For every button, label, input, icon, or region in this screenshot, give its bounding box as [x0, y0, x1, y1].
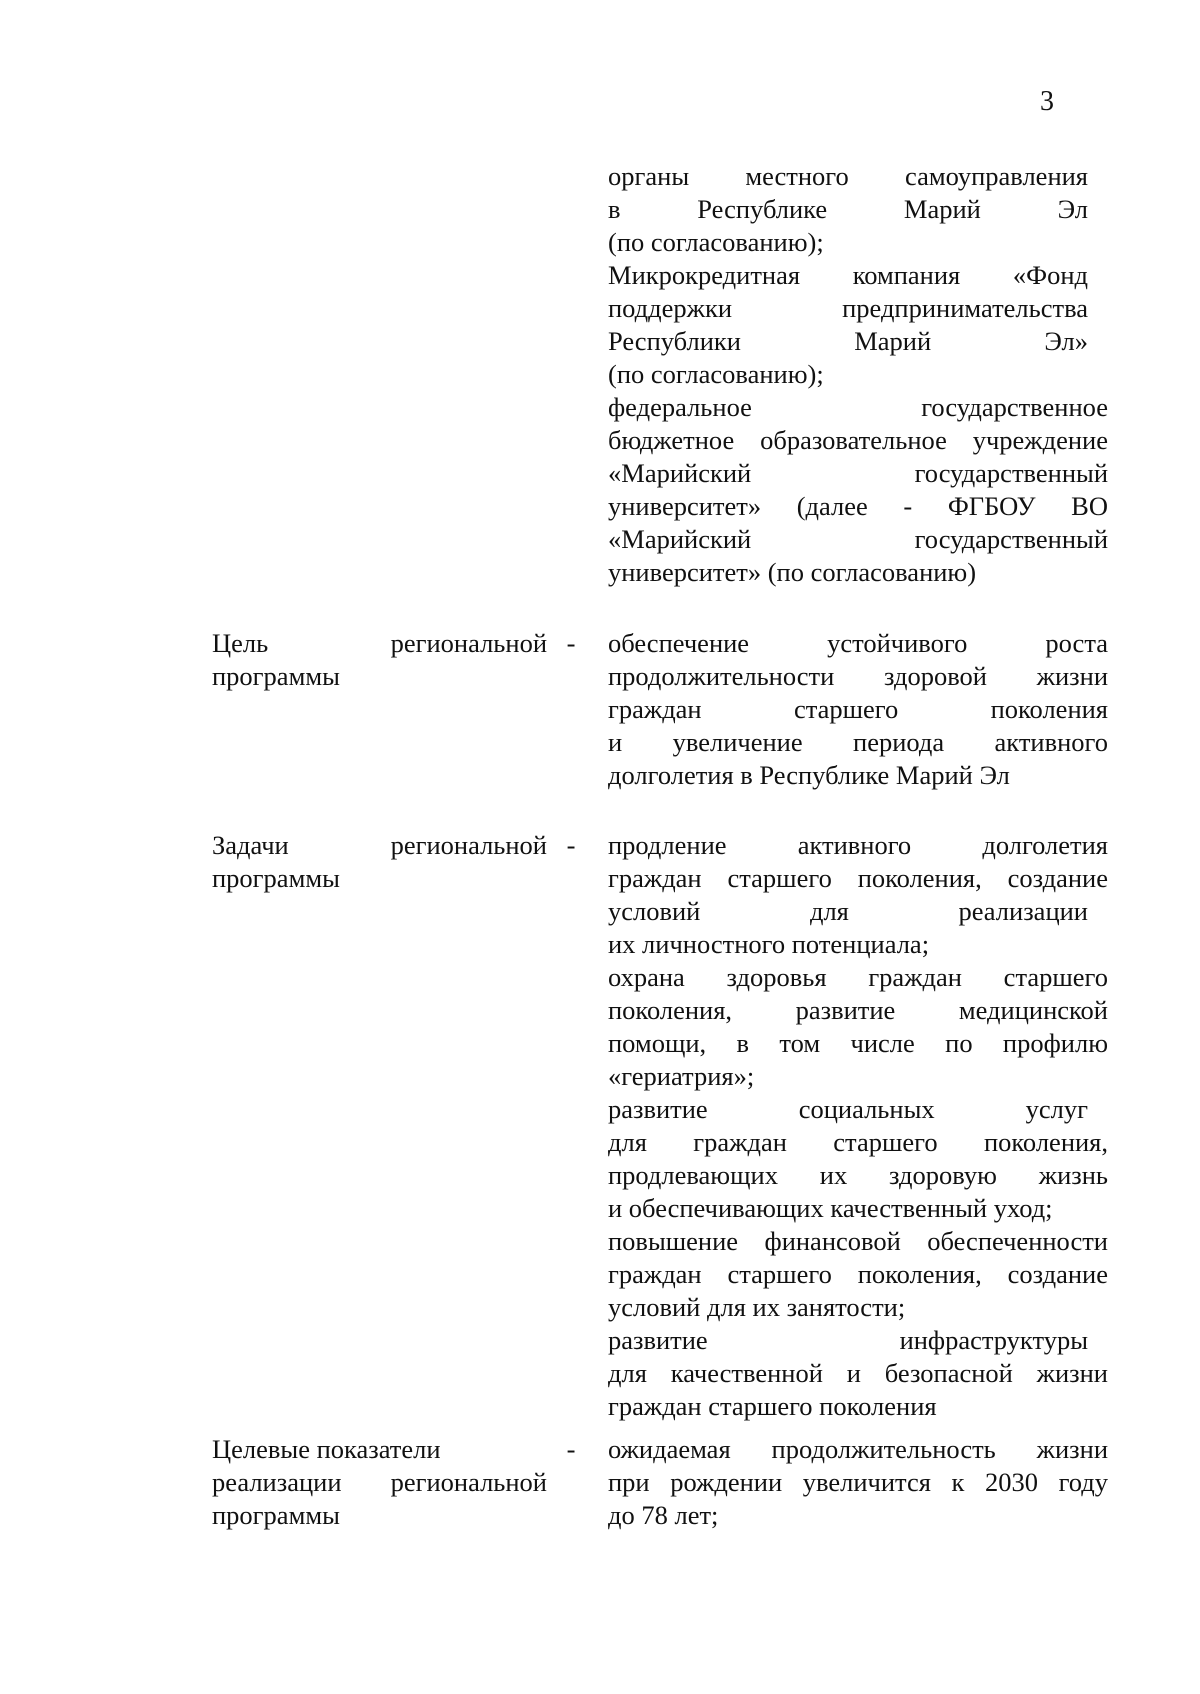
text-line: программы [212, 661, 340, 691]
row-label [212, 829, 547, 895]
text-line: органы местного самоуправления [608, 161, 1088, 191]
text-line: ожидаемая продолжительность жизни [608, 1434, 1108, 1464]
text-line: университет» (по согласованию) [608, 557, 977, 587]
text-line: условий для реализации [608, 896, 1088, 926]
text-line: (по согласованию); [608, 227, 824, 257]
text-line: программы [212, 863, 340, 893]
text-line: граждан старшего поколения, создание [608, 863, 1108, 893]
row-dash: - [566, 830, 576, 860]
text-line: продолжительности здоровой жизни [608, 661, 1108, 691]
text-line: при рождении увеличится к 2030 году [608, 1467, 1108, 1497]
text-line: граждан старшего поколения, создание [608, 1259, 1108, 1289]
text-line: федеральное государственное [608, 392, 1108, 422]
text-line: университет» (далее - ФГБОУ ВО [608, 491, 1108, 521]
text-line: поколения, развитие медицинской [608, 995, 1108, 1025]
continuation-content [608, 160, 1108, 589]
text-line: для качественной и безопасной жизни [608, 1358, 1108, 1388]
text-line: продление активного долголетия [608, 830, 1108, 860]
text-line: обеспечение устойчивого роста [608, 628, 1108, 658]
page-number: 3 [1040, 86, 1054, 117]
row-dash: - [566, 628, 576, 658]
text-line: граждан старшего поколения [608, 1391, 937, 1421]
text-line: «гериатрия»; [608, 1061, 755, 1091]
row-content [608, 627, 1108, 792]
text-line: долголетия в Республике Марий Эл [608, 760, 1010, 790]
text-line: поддержки предпринимательства [608, 293, 1088, 323]
text-line: бюджетное образовательное учреждение [608, 425, 1108, 455]
text-line: «Марийский государственный [608, 524, 1108, 554]
text-line: их личностного потенциала; [608, 929, 930, 959]
text-line: граждан старшего поколения [608, 694, 1108, 724]
row-label [212, 627, 547, 693]
text-line: программы [212, 1500, 340, 1530]
text-line: повышение финансовой обеспеченности [608, 1226, 1108, 1256]
text-line: условий для их занятости; [608, 1292, 906, 1322]
text-line: Республики Марий Эл» [608, 326, 1088, 356]
text-line: продлевающих их здоровую жизнь [608, 1160, 1108, 1190]
row-content [608, 1433, 1108, 1532]
text-line: реализации региональной [212, 1467, 547, 1497]
text-line: помощи, в том числе по профилю [608, 1028, 1108, 1058]
text-line: до 78 лет; [608, 1500, 719, 1530]
text-line: развитие инфраструктуры [608, 1325, 1088, 1355]
text-line: для граждан старшего поколения, [608, 1127, 1108, 1157]
text-line: Микрокредитная компания «Фонд [608, 260, 1088, 290]
text-line: и увеличение периода активного [608, 727, 1108, 757]
text-line: и обеспечивающих качественный уход; [608, 1193, 1053, 1223]
text-line: Целевые показатели [212, 1434, 441, 1464]
text-line: (по согласованию); [608, 359, 824, 389]
text-line: «Марийский государственный [608, 458, 1108, 488]
text-line: Задачи региональной [212, 830, 547, 860]
text-line: развитие социальных услуг [608, 1094, 1088, 1124]
text-line: в Республике Марий Эл [608, 194, 1088, 224]
row-content [608, 829, 1108, 1423]
text-line: Цель региональной [212, 628, 547, 658]
row-dash: - [566, 1434, 576, 1464]
row-label [212, 1433, 547, 1532]
text-line: охрана здоровья граждан старшего [608, 962, 1108, 992]
